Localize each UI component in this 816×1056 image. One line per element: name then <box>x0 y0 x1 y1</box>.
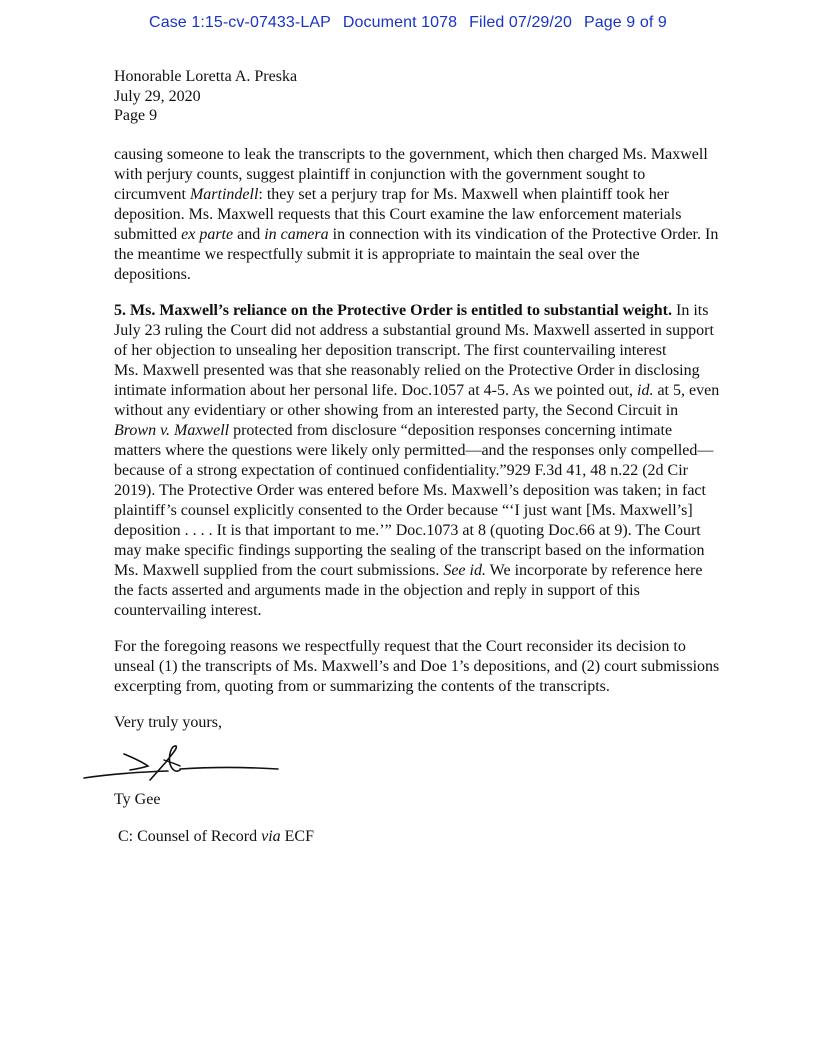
text-line: Brown v. Maxwell protected from disclosure “deposition responses concerning intimate <box>114 422 673 439</box>
text-line: deposition. Ms. Maxwell requests that this Court examine the law enforcement materials <box>114 206 682 223</box>
text-line: excerpting from, quoting from or summarizing the contents of the transcripts. <box>114 678 610 695</box>
text-line: depositions. <box>114 266 191 283</box>
text-line: may make specific findings supporting the sealing of the transcript based on the information <box>114 542 705 559</box>
cc-line: C: Counsel of Record via ECF <box>118 828 314 845</box>
text-line: the facts asserted and arguments made in the objection and reply in support of this <box>114 582 640 599</box>
text-line: matters where the questions were likely only permitted—and the responses only compelled— <box>114 442 714 459</box>
complimentary-close: Very truly yours, <box>114 714 222 731</box>
letter-address-block <box>114 67 297 126</box>
paragraph-conclusion <box>114 637 724 697</box>
ecf-filing-header <box>0 14 816 32</box>
text-line: plaintiff’s counsel explicitly consented to the Order because “‘I just want [Ms. Maxwell’s] <box>114 502 693 519</box>
italic-citation: See id. <box>443 562 486 579</box>
letter-page-label: Page 9 <box>114 107 158 124</box>
case-number: Case 1:15-cv-07433-LAP <box>149 14 331 31</box>
text-line: For the foregoing reasons we respectfully request that the Court reconsider its decision to <box>114 638 686 655</box>
text-line: Ms. Maxwell presented was that she reasonably relied on the Protective Order in disclosing <box>114 362 700 379</box>
addressee: Honorable Loretta A. Preska <box>114 68 298 85</box>
text-line: 2019). The Protective Order was entered before Ms. Maxwell’s deposition was taken; in fact <box>114 482 706 499</box>
text-line: 5. Ms. Maxwell’s reliance on the Protective Order is entitled to substantial weight. In its <box>114 302 709 319</box>
text-line: countervailing interest. <box>114 602 262 619</box>
text-line: circumvent Martindell: they set a perjury trap for Ms. Maxwell when plaintiff took her <box>114 186 670 203</box>
text-line: intimate information about her personal life. Doc.1057 at 4-5. As we pointed out, id. at 5, even <box>114 382 720 399</box>
italic-term: ex parte <box>181 226 234 243</box>
filed-date: Filed 07/29/20 <box>469 14 572 31</box>
text-line: unseal (1) the transcripts of Ms. Maxwell’s and Doe 1’s depositions, and (2) court submissions <box>114 658 720 675</box>
italic-term: via <box>261 828 281 845</box>
text-line: deposition . . . . It is that important to me.’” Doc.1073 at 8 (quoting Doc.66 at 9). The Court <box>114 522 701 539</box>
text-line: with perjury counts, suggest plaintiff in conjunction with the government sought to <box>114 166 646 183</box>
italic-term: in camera <box>264 226 329 243</box>
paragraph-perjury-trap <box>114 145 724 285</box>
paragraph-protective-order <box>114 301 724 621</box>
case-citation: Martindell <box>189 186 259 203</box>
case-citation: Brown v. Maxwell <box>114 422 230 439</box>
text-line: because of a strong expectation of continued confidentiality.”929 F.3d 41, 48 n.22 (2d Cir <box>114 462 688 479</box>
text-line: July 23 ruling the Court did not address a substantial ground Ms. Maxwell asserted in support <box>114 322 714 339</box>
text-line: Ms. Maxwell supplied from the court submissions. See id. We incorporate by reference here <box>114 562 703 579</box>
text-line: causing someone to leak the transcripts to the government, which then charged Ms. Maxwell <box>114 146 708 163</box>
text-line: submitted ex parte and in camera in connection with its vindication of the Protective Order. In <box>114 226 719 243</box>
letter-date: July 29, 2020 <box>114 87 201 105</box>
text-line: without any evidentiary or other showing from an interested party, the Second Circuit in <box>114 402 679 419</box>
page-count: Page 9 of 9 <box>583 14 667 31</box>
signer-name: Ty Gee <box>114 791 161 808</box>
section-heading: 5. Ms. Maxwell’s reliance on the Protective Order is entitled to substantial weight. <box>114 302 672 319</box>
text-line: the meantime we respectfully submit it is appropriate to maintain the seal over the <box>114 246 640 263</box>
document-number: Document 1078 <box>342 14 458 31</box>
handwritten-signature <box>80 740 285 790</box>
italic-citation: id. <box>637 382 654 399</box>
text-line: of her objection to unsealing her deposition transcript. The first countervailing interest <box>114 342 667 359</box>
